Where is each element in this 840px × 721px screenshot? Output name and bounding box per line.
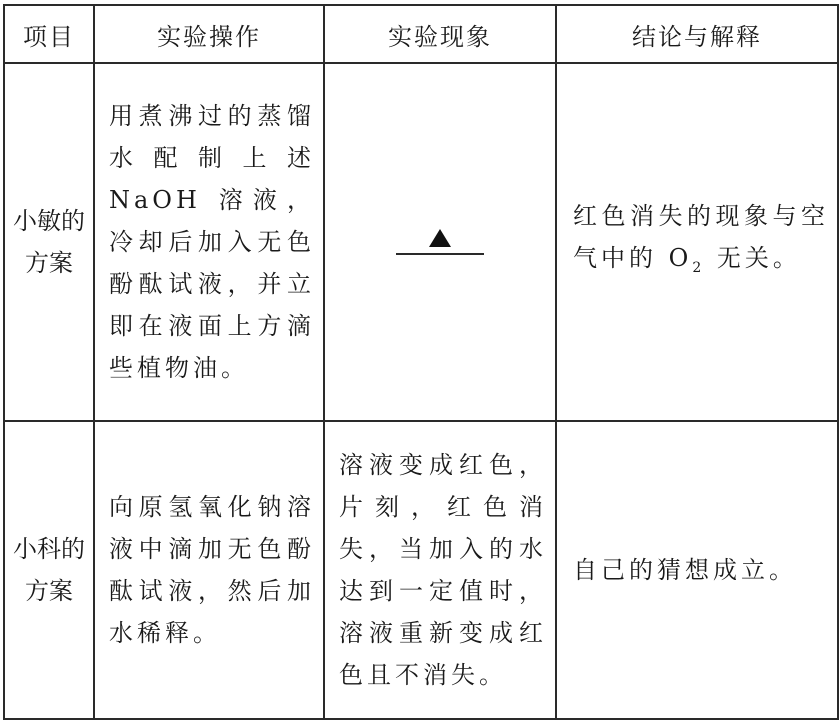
header-row	[4, 5, 838, 63]
conclusion-text	[557, 195, 837, 289]
conclusion-main: 红色消失的现象与空气中的 O	[573, 202, 829, 273]
table-row	[4, 421, 838, 719]
conclusion-text: 自己的猜想成立。	[573, 556, 797, 584]
triangle-marker-icon	[428, 228, 452, 248]
project-suffix: 方案	[25, 249, 73, 277]
header-observation: 实验现象	[324, 5, 556, 63]
project-cell	[4, 421, 94, 719]
conclusion-tail: 无关。	[705, 244, 801, 273]
header-operation: 实验操作	[94, 5, 324, 63]
operation-cell	[94, 421, 324, 719]
conclusion-cell	[556, 63, 838, 421]
conclusion-cell	[556, 421, 838, 719]
project-name: 小敏的	[13, 207, 85, 235]
answer-blank	[396, 223, 484, 255]
observation-text: 溶液变成红色，片刻，红色消失，当加入的水达到一定值时，溶液重新变成红色且不消失。	[339, 451, 547, 689]
header-project: 项目	[4, 5, 94, 63]
project-suffix: 方案	[25, 577, 73, 605]
operation-text: 向原氢氧化钠溶液中滴加无色酚酞试液，然后加水稀释。	[109, 493, 315, 647]
table-row	[4, 63, 838, 421]
observation-cell	[324, 421, 556, 719]
project-name: 小科的	[13, 535, 85, 563]
operation-cell	[94, 63, 324, 421]
operation-text: 用煮沸过的蒸馏水配制上述NaOH 溶液，冷却后加入无色酚酞试液，并立即在液面上方滴些植物油。	[109, 102, 315, 382]
oxygen-subscript: 2	[692, 259, 706, 276]
observation-cell	[324, 63, 556, 421]
project-cell	[4, 63, 94, 421]
experiment-table	[3, 4, 839, 720]
header-conclusion: 结论与解释	[556, 5, 838, 63]
